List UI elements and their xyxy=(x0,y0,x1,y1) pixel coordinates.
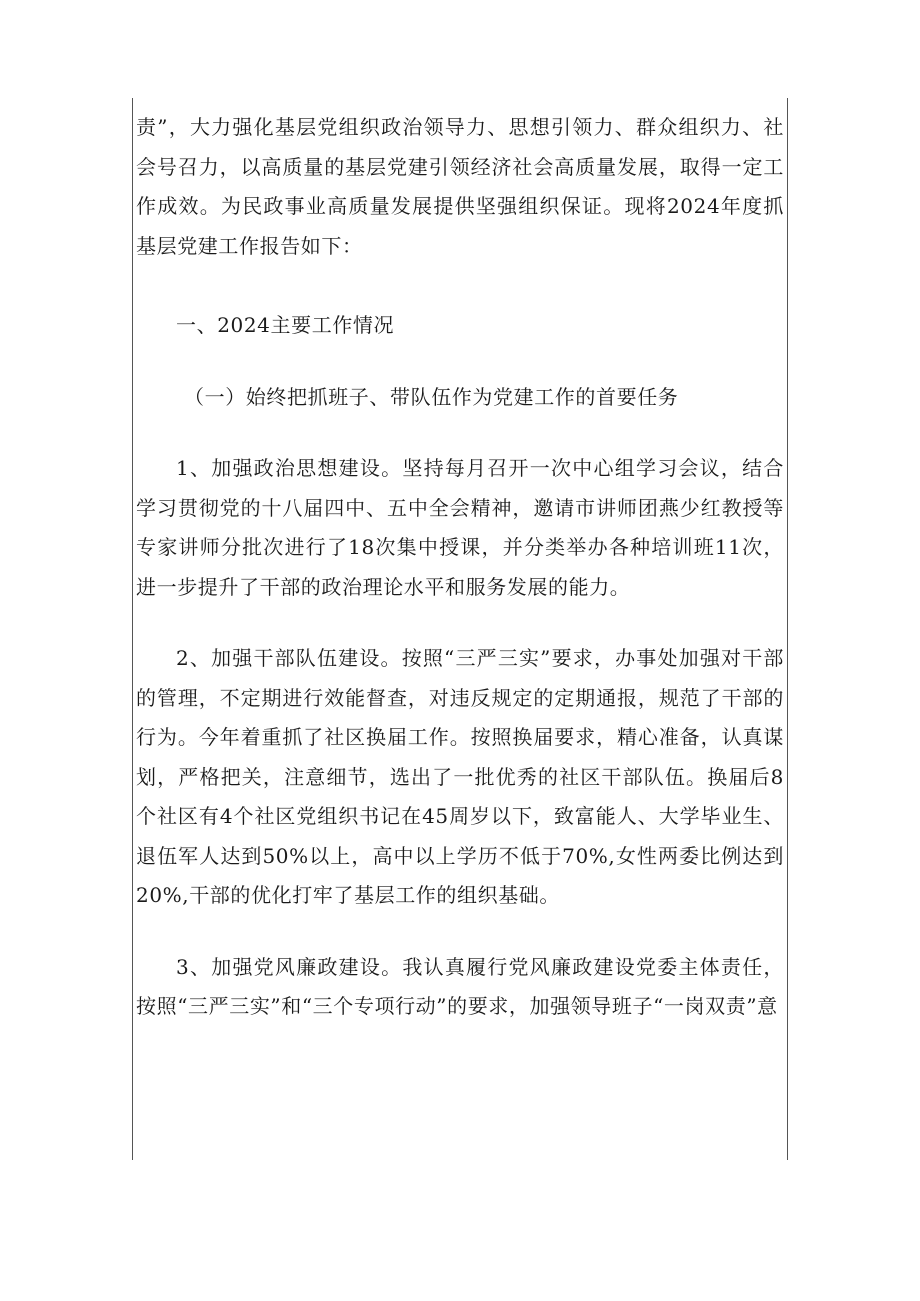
intro-paragraph: 责”，大力强化基层党组织政治领导力、思想引领力、群众组织力、社会号召力，以高质量的基层党建引领经济社会高质量发展，取得一定工作成效。为民政事业高质量发展提供坚强组织保证。现将2024年度抓基层党建工作报告如下： xyxy=(136,115,784,258)
document-body xyxy=(136,108,784,1027)
subsection-heading: （一）始终把抓班子、带队伍作为党建工作的首要任务 xyxy=(184,384,679,409)
section-heading: 一、2024主要工作情况 xyxy=(176,313,395,337)
item-paragraph-1: 1、加强政治思想建设。坚持每月召开一次中心组学习会议，结合学习贯彻党的十八届四中、五中全会精神，邀请市讲师团燕少红教授等专家讲师分批次进行了18次集中授课，并分类举办各种培训班11次，进一步提升了干部的政治理论水平和服务发展的能力。 xyxy=(136,456,784,599)
item-paragraph-3: 3、加强党风廉政建设。我认真履行党风廉政建设党委主体责任，按照“三严三实”和“三个专项行动”的要求，加强领导班子“一岗双责”意 xyxy=(136,954,784,1018)
item-paragraph-2: 2、加强干部队伍建设。按照“三严三实”要求，办事处加强对干部的管理，不定期进行效能督查，对违反规定的定期通报，规范了干部的行为。今年着重抓了社区换届工作。按照换届要求，精心准备，认真谋划，严格把关，注意细节，选出了一批优秀的社区干部队伍。换届后8个社区有4个社区党组织书记在45周岁以下，致富能人、大学毕业生、退伍军人达到50%以上，高中以上学历不低于70%,女性两委比例达到20%,干部的优化打牢了基层工作的组织基础。 xyxy=(136,646,784,907)
